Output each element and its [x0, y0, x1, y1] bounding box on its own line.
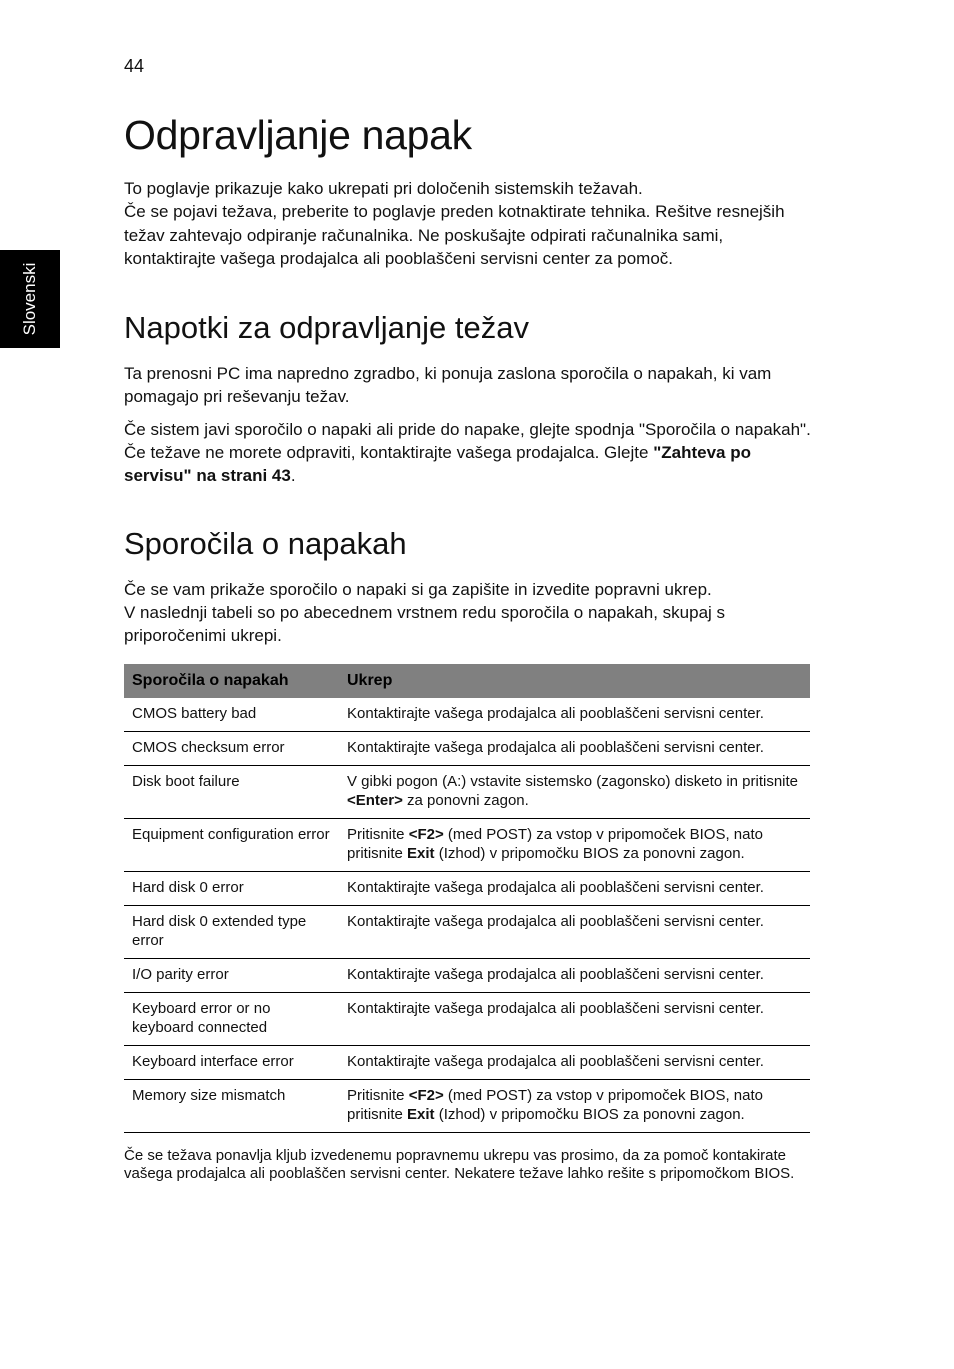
- page-title: Odpravljanje napak: [124, 112, 472, 158]
- action-cell: [339, 765, 810, 818]
- error-messages-table: [124, 664, 810, 1133]
- table-row: [124, 731, 810, 765]
- page-content: [124, 112, 814, 1184]
- table-row: [124, 818, 810, 871]
- error-message-cell: I/O parity error: [124, 958, 339, 992]
- action-text: Pritisnite: [347, 1086, 409, 1104]
- action-text: (med POST) za vstop v pripomoček BIOS, nato pritisnite: [347, 825, 764, 862]
- error-message-cell: Disk boot failure: [124, 765, 339, 818]
- section-heading-tips: Napotki za odpravljanje težav: [124, 310, 529, 346]
- table-row: [124, 698, 810, 732]
- error-message-cell: Keyboard error or no keyboard connected: [124, 992, 339, 1045]
- intro-line-2: Če se pojavi težava, preberite to poglavje preden kotnaktirate tehnika. Rešitve resnejših težav zahtevajo odpiranje računalnika. Ne poskušajte odpirati računalnika sami, kontaktirajte vašega prodajalca ali pooblaščeni servisni center za pomoč.: [124, 202, 785, 268]
- intro-line-1: To poglavje prikazuje kako ukrepati pri določenih sistemskih težavah.: [124, 179, 643, 198]
- error-message-cell: CMOS checksum error: [124, 731, 339, 765]
- errors-intro-line-2: V naslednji tabeli so po abecednem vrstnem redu sporočila o napakah, skupaj s priporočenimi ukrepi.: [124, 602, 726, 646]
- table-row: [124, 765, 810, 818]
- action-text: (Izhod) v pripomočku BIOS za ponovni zagon.: [434, 844, 745, 862]
- table-row: [124, 871, 810, 905]
- error-message-cell: Memory size mismatch: [124, 1079, 339, 1132]
- action-cell: Kontaktirajte vašega prodajalca ali pooblaščeni servisni center.: [339, 1045, 810, 1079]
- error-message-cell: Keyboard interface error: [124, 1045, 339, 1079]
- page-number: 44: [124, 56, 145, 76]
- exit-label: Exit: [407, 1105, 435, 1123]
- action-cell: Kontaktirajte vašega prodajalca ali pooblaščeni servisni center.: [339, 871, 810, 905]
- action-text: V gibki pogon (A:) vstavite sistemsko (zagonsko) disketo in pritisnite: [347, 772, 799, 790]
- table-header-row: [124, 664, 810, 698]
- error-message-cell: Hard disk 0 extended type error: [124, 905, 339, 958]
- footer-note: Če se težava ponavlja kljub izvedenemu popravnemu ukrepu vas prosimo, da za pomoč kontakirate vašega prodajalca ali pooblaščen servisni center. Nekatere težave lahko rešite s pripomočkom BIOS.: [124, 1146, 795, 1183]
- table-row: [124, 958, 810, 992]
- header-error-messages: Sporočila o napakah: [124, 664, 339, 698]
- table-row: [124, 992, 810, 1045]
- tips-paragraph-2-end: .: [290, 466, 296, 486]
- section-heading-errors: Sporočila o napakah: [124, 525, 407, 561]
- tips-paragraph-1: Ta prenosni PC ima napredno zgradbo, ki ponuja zaslona sporočila o napakah, ki vam pomagajo pri reševanju težav.: [124, 364, 772, 407]
- action-cell: Kontaktirajte vašega prodajalca ali pooblaščeni servisni center.: [339, 992, 810, 1045]
- table-row: [124, 1079, 810, 1132]
- language-side-tab: [0, 250, 60, 348]
- exit-label: Exit: [407, 844, 435, 862]
- error-message-cell: CMOS battery bad: [124, 698, 339, 732]
- service-reference-link[interactable]: "Zahteva po servisu" na strani 43: [124, 443, 751, 486]
- language-label: Slovenski: [20, 262, 39, 336]
- f2-key-label: <F2>: [408, 1086, 444, 1104]
- action-text: (Izhod) v pripomočku BIOS za ponovni zagon.: [434, 1105, 745, 1123]
- action-cell: [339, 1079, 810, 1132]
- tips-paragraph-2-text: Če sistem javi sporočilo o napaki ali pride do napake, glejte spodnja "Sporočila o napakah". Če težave ne morete odpraviti, kontaktirajte vašega prodajalca. Glejte: [124, 419, 811, 463]
- header-action: Ukrep: [339, 664, 810, 698]
- action-cell: Kontaktirajte vašega prodajalca ali pooblaščeni servisni center.: [339, 698, 810, 732]
- action-cell: Kontaktirajte vašega prodajalca ali pooblaščeni servisni center.: [339, 905, 810, 958]
- enter-key-label: <Enter>: [347, 791, 403, 809]
- error-message-cell: Equipment configuration error: [124, 818, 339, 871]
- tips-paragraph-2: [124, 418, 814, 488]
- error-message-cell: Hard disk 0 error: [124, 871, 339, 905]
- action-text: za ponovni zagon.: [402, 791, 529, 809]
- errors-intro-line-1: Če se vam prikaže sporočilo o napaki si ga zapišite in izvedite popravni ukrep.: [124, 579, 712, 599]
- action-cell: Kontaktirajte vašega prodajalca ali pooblaščeni servisni center.: [339, 958, 810, 992]
- f2-key-label: <F2>: [408, 825, 444, 843]
- table-row: [124, 905, 810, 958]
- action-cell: [339, 818, 810, 871]
- action-text: (med POST) za vstop v pripomoček BIOS, nato pritisnite: [347, 1086, 764, 1123]
- action-text: Pritisnite: [347, 825, 409, 843]
- action-cell: Kontaktirajte vašega prodajalca ali pooblaščeni servisni center.: [339, 731, 810, 765]
- table-row: [124, 1045, 810, 1079]
